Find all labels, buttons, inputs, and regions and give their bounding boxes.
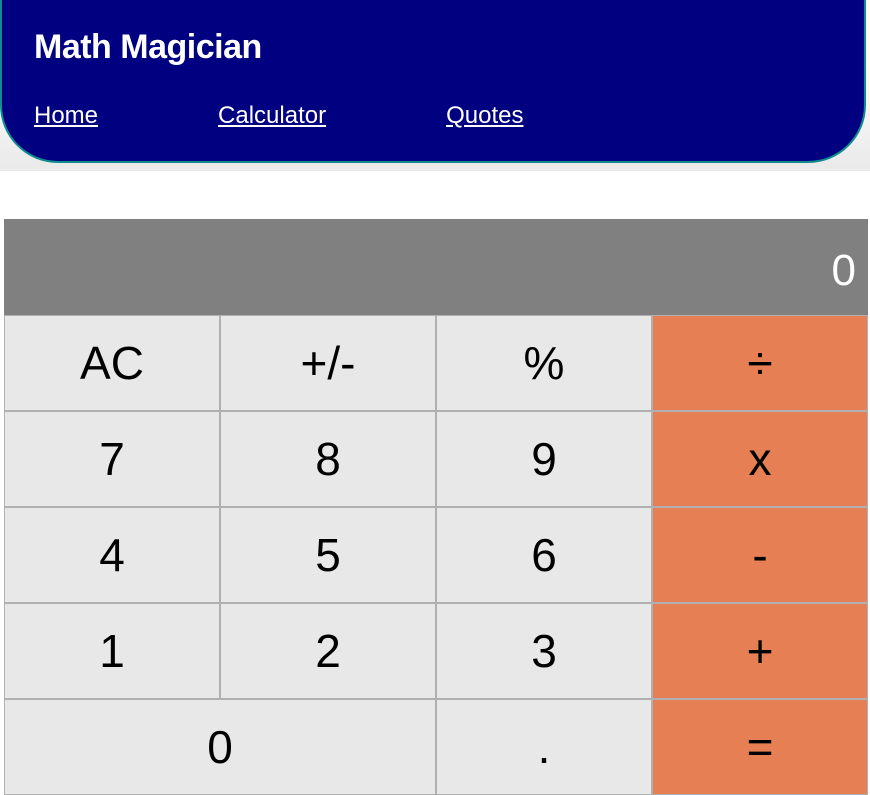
key-1[interactable]: 1 (4, 603, 220, 699)
key-equals[interactable]: = (652, 699, 868, 795)
keypad (4, 315, 868, 795)
key-add[interactable]: + (652, 603, 868, 699)
key-subtract[interactable]: - (652, 507, 868, 603)
key-7[interactable]: 7 (4, 411, 220, 507)
key-plus-minus[interactable]: +/- (220, 315, 436, 411)
key-divide[interactable]: ÷ (652, 315, 868, 411)
nav-link-calculator[interactable]: Calculator (218, 102, 327, 129)
nav-link-quotes[interactable]: Quotes (446, 102, 524, 129)
key-percent[interactable]: % (436, 315, 652, 411)
nav-links (34, 102, 523, 130)
key-multiply[interactable]: x (652, 411, 868, 507)
calculator-display: 0 (4, 219, 868, 315)
key-0[interactable]: 0 (4, 699, 436, 795)
key-5[interactable]: 5 (220, 507, 436, 603)
key-3[interactable]: 3 (436, 603, 652, 699)
key-clear[interactable]: AC (4, 315, 220, 411)
calculator (4, 219, 868, 795)
key-2[interactable]: 2 (220, 603, 436, 699)
key-4[interactable]: 4 (4, 507, 220, 603)
key-6[interactable]: 6 (436, 507, 652, 603)
app-title: Math Magician (34, 28, 262, 66)
key-decimal[interactable]: . (436, 699, 652, 795)
nav-link-home[interactable]: Home (34, 102, 99, 129)
key-9[interactable]: 9 (436, 411, 652, 507)
navbar (0, 0, 866, 163)
key-8[interactable]: 8 (220, 411, 436, 507)
